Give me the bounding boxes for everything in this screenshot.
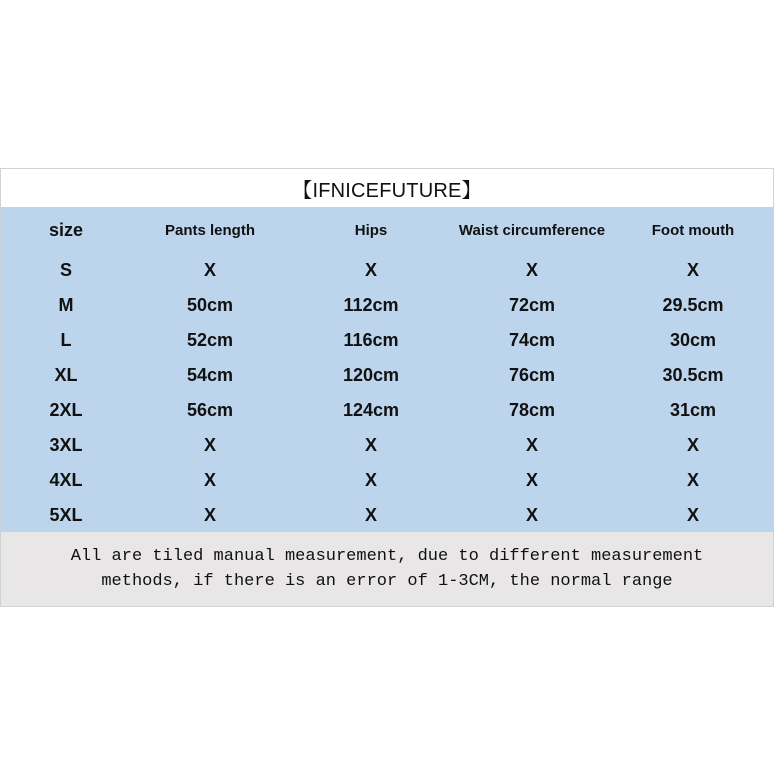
- header-size: size: [48, 220, 84, 240]
- pants-length-cell: X: [203, 260, 216, 280]
- pants-length-cell: X: [203, 505, 216, 525]
- pants-length-cell: 50cm: [186, 295, 234, 315]
- waist-cell: 76cm: [508, 365, 556, 385]
- size-cell: 3XL: [49, 435, 83, 455]
- pants-length-cell: X: [203, 470, 216, 490]
- waist-cell: 74cm: [508, 330, 556, 350]
- waist-cell: 78cm: [508, 400, 556, 420]
- header-pants-length: Pants length: [164, 222, 255, 239]
- pants-length-cell: X: [203, 435, 216, 455]
- size-cell: 5XL: [49, 505, 83, 525]
- foot-mouth-cell: 31cm: [669, 400, 717, 420]
- measurement-note: [1, 532, 773, 606]
- hips-cell: 120cm: [342, 365, 400, 385]
- hips-cell: X: [364, 260, 377, 280]
- table-header-row: [1, 213, 773, 248]
- size-cell: 2XL: [49, 400, 83, 420]
- size-cell: M: [58, 295, 74, 315]
- waist-cell: X: [525, 435, 538, 455]
- header-foot-mouth: Foot mouth: [651, 222, 735, 239]
- size-cell: L: [60, 330, 72, 350]
- foot-mouth-cell: X: [686, 260, 699, 280]
- foot-mouth-cell: X: [686, 470, 699, 490]
- size-cell: 4XL: [49, 470, 83, 490]
- header-hips: Hips: [354, 222, 388, 239]
- hips-cell: 112cm: [343, 295, 399, 315]
- table-row: [1, 463, 773, 498]
- table-row: [1, 428, 773, 463]
- table-row: [1, 288, 773, 323]
- table-row: [1, 358, 773, 393]
- size-chart: [0, 168, 774, 607]
- hips-cell: X: [364, 435, 377, 455]
- size-cell: XL: [54, 365, 78, 385]
- pants-length-cell: 52cm: [186, 330, 234, 350]
- foot-mouth-cell: X: [686, 505, 699, 525]
- waist-cell: X: [525, 505, 538, 525]
- hips-cell: 116cm: [343, 330, 399, 350]
- pants-length-cell: 56cm: [186, 400, 234, 420]
- foot-mouth-cell: 30cm: [669, 330, 717, 350]
- table-row: [1, 323, 773, 358]
- table-row: [1, 393, 773, 428]
- hips-cell: 124cm: [342, 400, 400, 420]
- waist-cell: X: [525, 470, 538, 490]
- size-cell: S: [59, 260, 72, 280]
- table-row: [1, 253, 773, 288]
- size-table: [1, 207, 773, 532]
- foot-mouth-cell: 29.5cm: [662, 295, 724, 315]
- header-waist-circumference: Waist circumference: [458, 222, 606, 239]
- table-row: [1, 498, 773, 533]
- foot-mouth-cell: 30.5cm: [662, 365, 724, 385]
- waist-cell: 72cm: [508, 295, 556, 315]
- pants-length-cell: 54cm: [186, 365, 234, 385]
- waist-cell: X: [525, 260, 538, 280]
- note-line-1: All are tiled manual measurement, due to different measurement: [70, 547, 704, 566]
- hips-cell: X: [364, 470, 377, 490]
- hips-cell: X: [364, 505, 377, 525]
- note-line-2: methods, if there is an error of 1-3CM, the normal range: [101, 572, 673, 591]
- brand-title: 【IFNICEFUTURE】: [1, 169, 773, 207]
- foot-mouth-cell: X: [686, 435, 699, 455]
